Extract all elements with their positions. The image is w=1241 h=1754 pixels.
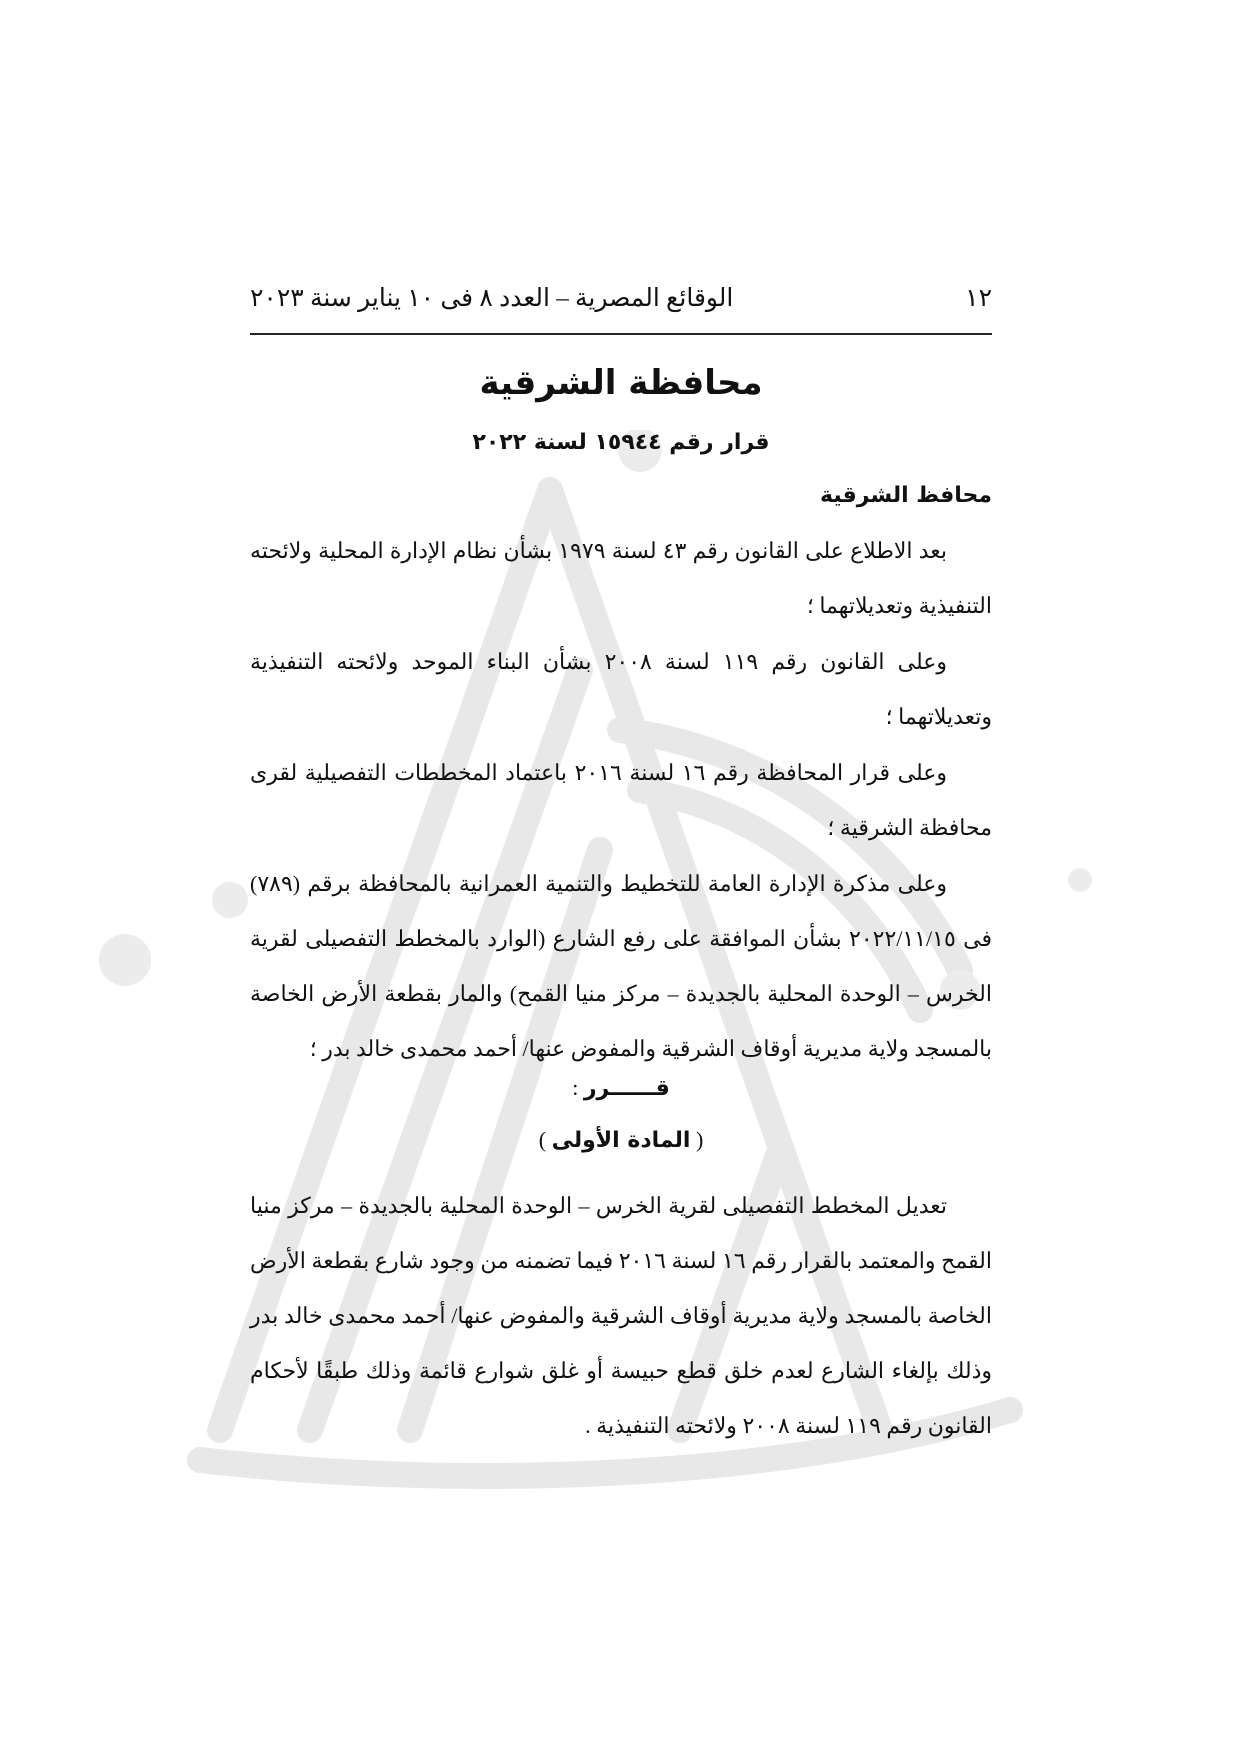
preamble-paragraph-3: وعلى قرار المحافظة رقم ١٦ لسنة ٢٠١٦ باعتماد المخططات التفصيلية لقرى محافظة الشرقية ؛ [250,760,992,840]
running-header [250,283,992,323]
preamble-paragraph-2: وعلى القانون رقم ١١٩ لسنة ٢٠٠٨ بشأن البناء الموحد ولائحته التنفيذية وتعديلاتهما ؛ [250,649,992,729]
decree-number: قرار رقم ١٥٩٤٤ لسنة ٢٠٢٢ [472,430,770,455]
publication-title: الوقائع المصرية – العدد ٨ فى ١٠ يناير سنة ٢٠٢٣ [250,285,734,312]
issuer-heading: محافظ الشرقية [820,483,992,508]
header-rule [250,333,992,335]
page-title: محافظة الشرقية [479,363,763,403]
page-number: ١٢ [965,285,992,312]
decided-heading: قــــــرر : [572,1075,670,1101]
article-heading: ( المادة الأولى ) [538,1127,704,1153]
preamble-paragraph-4: وعلى مذكرة الإدارة العامة للتخطيط والتنمية العمرانية بالمحافظة برقم (٧٨٩) فى ٢٠٢٢/١١/١٥ بشأن الموافقة على رفع الشارع (الوارد بالمخطط التفصيلى لقرية الخرس – الوحدة المحلية بالجديدة – مركز منيا القمح) والمار بقطعة الأرض الخاصة بالمسجد ولاية مديرية أوقاف الشرقية والمفوض عنها/ أحمد محمدى خالد بدر ؛ [250,871,992,1061]
article-text: تعديل المخطط التفصيلى لقرية الخرس – الوحدة المحلية بالجديدة – مركز منيا القمح والمعتمد بالقرار رقم ١٦ لسنة ٢٠١٦ فيما تضمنه من وجود شارع بقطعة الأرض الخاصة بالمسجد ولاية مديرية أوقاف الشرقية والمفوض عنها/ أحمد محمدى خالد بدر وذلك بإلغاء الشارع لعدم خلق قطع حبيسة أو غلق شوارع قائمة وذلك طبقًا لأحكام القانون رقم ١١٩ لسنة ٢٠٠٨ ولائحته التنفيذية . [250,1193,993,1438]
preamble-paragraph-1: بعد الاطلاع على القانون رقم ٤٣ لسنة ١٩٧٩ بشأن نظام الإدارة المحلية ولائحته التنفيذية وتعديلاتهما ؛ [250,538,992,618]
